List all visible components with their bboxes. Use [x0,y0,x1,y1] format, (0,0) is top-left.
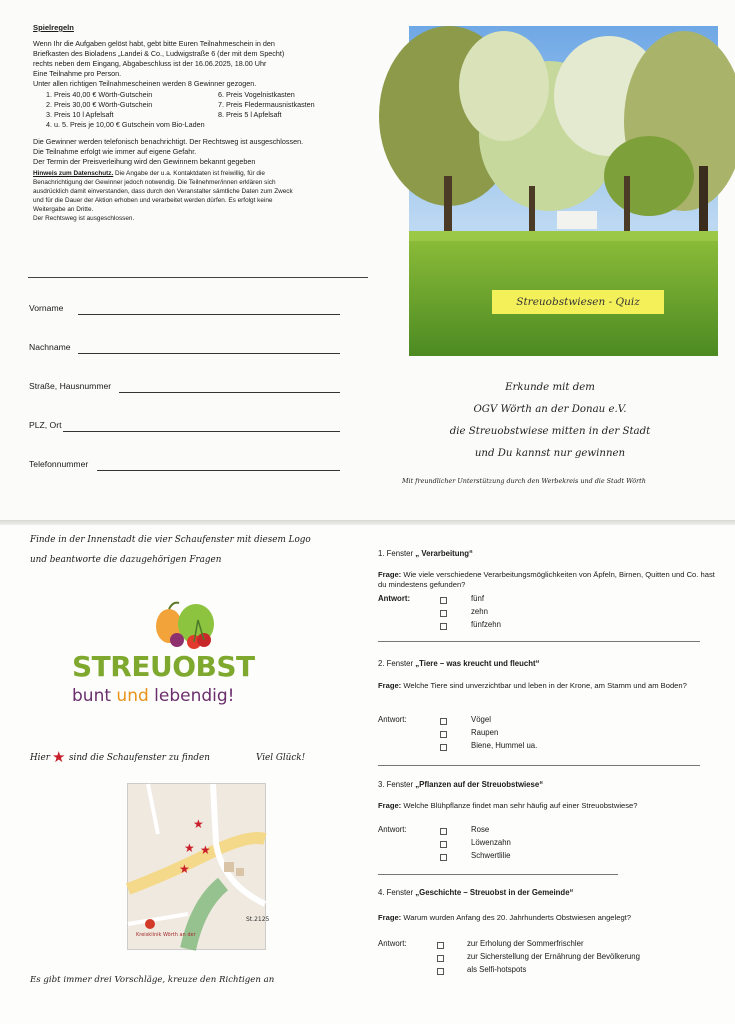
intro-line: Erkunde mit dem [505,382,595,393]
answer-checkbox[interactable] [437,942,444,949]
map-road-label: St.2125 [246,916,270,923]
town-map [127,783,270,950]
answer-label: Antwort: [378,594,411,603]
rules-line: Wenn Ihr die Aufgaben gelöst habt, gebt bitte Euren Teilnahmeschein in den [33,39,275,48]
good-luck: Viel Glück! [256,753,306,763]
question-divider [378,765,700,766]
answer-checkbox[interactable] [440,597,447,604]
form-label-nachname: Nachname [29,342,71,352]
intro-line: OGV Wörth an der Donau e.V. [473,404,627,415]
answer-checkbox[interactable] [440,744,447,751]
answer-option: Biene, Hummel ua. [471,741,538,750]
answer-option: fünfzehn [471,620,501,629]
inner-intro-line: Finde in der Innenstadt die vier Schaufenster mit diesem Logo [30,535,311,545]
answer-checkbox[interactable] [440,854,447,861]
question-heading: 1. Fenster „ Verarbeitung“ [378,549,473,558]
form-label-strasse: Straße, Hausnummer [29,381,112,391]
plz-ort-field[interactable] [63,431,340,432]
answer-option: Raupen [471,728,499,737]
prize-item: 6. Preis Vogelnistkasten [218,90,295,99]
telefon-field[interactable] [97,470,340,471]
answer-option: Vögel [471,715,491,724]
answer-checkbox[interactable] [440,828,447,835]
question-heading: 3. Fenster „Pflanzen auf der Streuobstwiese“ [378,780,544,789]
privacy-line: Benachrichtigung der Gewinner jedoch notwendig. Die Teilnehmer/innen erklären sich [33,179,276,186]
strasse-field[interactable] [119,392,340,393]
answer-label: Antwort: [378,825,407,834]
star-icon: ★ [52,749,66,766]
answer-label: Antwort: [378,939,407,948]
instructions-footer: Es gibt immer drei Vorschläge, kreuze den Richtigen an [30,975,275,985]
map-star-icon: ★ [179,862,190,876]
privacy-heading: Hinweis zum Datenschutz. [33,170,114,177]
answer-option: zur Sicherstellung der Ernährung der Bevölkerung [467,952,640,961]
nachname-field[interactable] [78,353,340,354]
inner-intro-line: und beantworte die dazugehörigen Fragen [30,555,222,565]
rules-line: Unter allen richtigen Teilnahmescheinen werden 8 Gewinner gezogen. [33,79,257,88]
map-star-icon: ★ [193,817,204,831]
answer-checkbox[interactable] [440,731,447,738]
sponsor-note: Mit freundlicher Unterstützung durch den Werbekreis und die Stadt Wörth [402,477,646,485]
answer-option: zur Erholung der Sommerfrischler [467,939,584,948]
intro-line: die Streuobstwiese mitten in der Stadt [449,426,651,437]
map-clinic-label: Kreisklinik Wörth an der [136,932,196,938]
divider [28,277,368,278]
fruit-logo-icon [150,596,222,652]
rules-after-line: Der Termin der Preisverleihung wird den Gewinnern bekannt gegeben [33,157,256,166]
rules-heading: Spielregeln [33,23,74,32]
map-hint: sind die Schaufenster zu finden [69,753,210,763]
privacy-line: Hinweis zum Datenschutz. Die Angabe der u.a. Kontaktdaten ist freiwillig, für die [33,170,265,177]
logo-tagline: bunt und lebendig! [72,686,235,706]
rules-after-line: Die Gewinner werden telefonisch benachrichtigt. Der Rechtsweg ist ausgeschlossen. [33,137,304,146]
rules-line: Briefkasten des Bioladens „Landei & Co., Ludwigstraße 6 (der mit dem Specht) [33,49,285,58]
quiz-panel [358,524,735,1024]
answer-checkbox[interactable] [440,718,447,725]
prize-item: 2. Preis 30,00 € Wörth-Gutschein [46,100,153,109]
privacy-line: ausdrücklich damit einverstanden, dass durch den Veranstalter sämtliche Daten zum Zweck [33,188,293,195]
vorname-field[interactable] [78,314,340,315]
answer-option: als Selfi-hotspots [467,965,527,974]
map-hint-lead: Hier [30,753,50,763]
prize-item: 3. Preis 10 l Apfelsaft [46,110,114,119]
answer-option: Löwenzahn [471,838,511,847]
question-heading: 2. Fenster „Tiere – was kreucht und fleucht“ [378,659,540,668]
answer-label: Antwort: [378,715,407,724]
question-text: Frage: Welche Blühpflanze findet man sehr häufig auf einer Streuobstwiese? [378,801,638,810]
logo-wordmark: STREUOBST [72,650,255,683]
question-divider [378,641,700,642]
question-text: Frage: Wie viele verschiedene Verarbeitungsmöglichkeiten von Äpfeln, Birnen, Quitten und Co. hast du mindestens gefunden? [378,570,715,589]
question-text: Frage: Welche Tiere sind unverzichtbar und leben in der Krone, am Stamm und am Boden? [378,681,687,690]
answer-checkbox[interactable] [440,841,447,848]
answer-option: zehn [471,607,488,616]
privacy-line: Der Rechtsweg ist ausgeschlossen. [33,215,135,222]
question-divider [378,874,618,875]
rules-after-line: Die Teilnahme erfolgt wie immer auf eigene Gefahr. [33,147,197,156]
form-label-telefon: Telefonnummer [29,459,89,469]
prize-item: 1. Preis 40,00 € Wörth-Gutschein [46,90,153,99]
privacy-line: Weitergabe an Dritte. [33,206,94,213]
answer-checkbox[interactable] [437,955,444,962]
answer-option: fünf [471,594,485,603]
quiz-title-tag: Streuobstwiesen - Quiz [492,290,664,314]
intro-line: und Du kannst nur gewinnen [474,448,626,459]
answer-option: Rose [471,825,490,834]
form-label-plz-ort: PLZ, Ort [29,420,62,430]
prize-item: 4. u. 5. Preis je 10,00 € Gutschein vom Bio-Laden [46,120,205,129]
page-fold [0,520,735,525]
rules-line: Eine Teilnahme pro Person. [33,69,122,78]
map-star-icon: ★ [200,843,211,857]
rules-line: rechts neben dem Eingang, Abgabeschluss ist der 16.06.2025, 18.00 Uhr [33,59,267,68]
form-label-vorname: Vorname [29,303,64,313]
question-heading: 4. Fenster „Geschichte – Streuobst in der Gemeinde“ [378,888,574,897]
answer-checkbox[interactable] [437,968,444,975]
answer-option: Schwertlilie [471,851,511,860]
answer-checkbox[interactable] [440,610,447,617]
question-text: Frage: Warum wurden Anfang des 20. Jahrhunderts Obstwiesen angelegt? [378,913,631,922]
prize-item: 8. Preis 5 l Apfelsaft [218,110,282,119]
prize-item: 7. Preis Fledermausnistkasten [218,100,315,109]
map-star-icon: ★ [184,841,195,855]
privacy-line: und für die Dauer der Aktion erhoben und verarbeitet werden dürfen. Es erfolgt keine [33,197,273,204]
answer-checkbox[interactable] [440,623,447,630]
